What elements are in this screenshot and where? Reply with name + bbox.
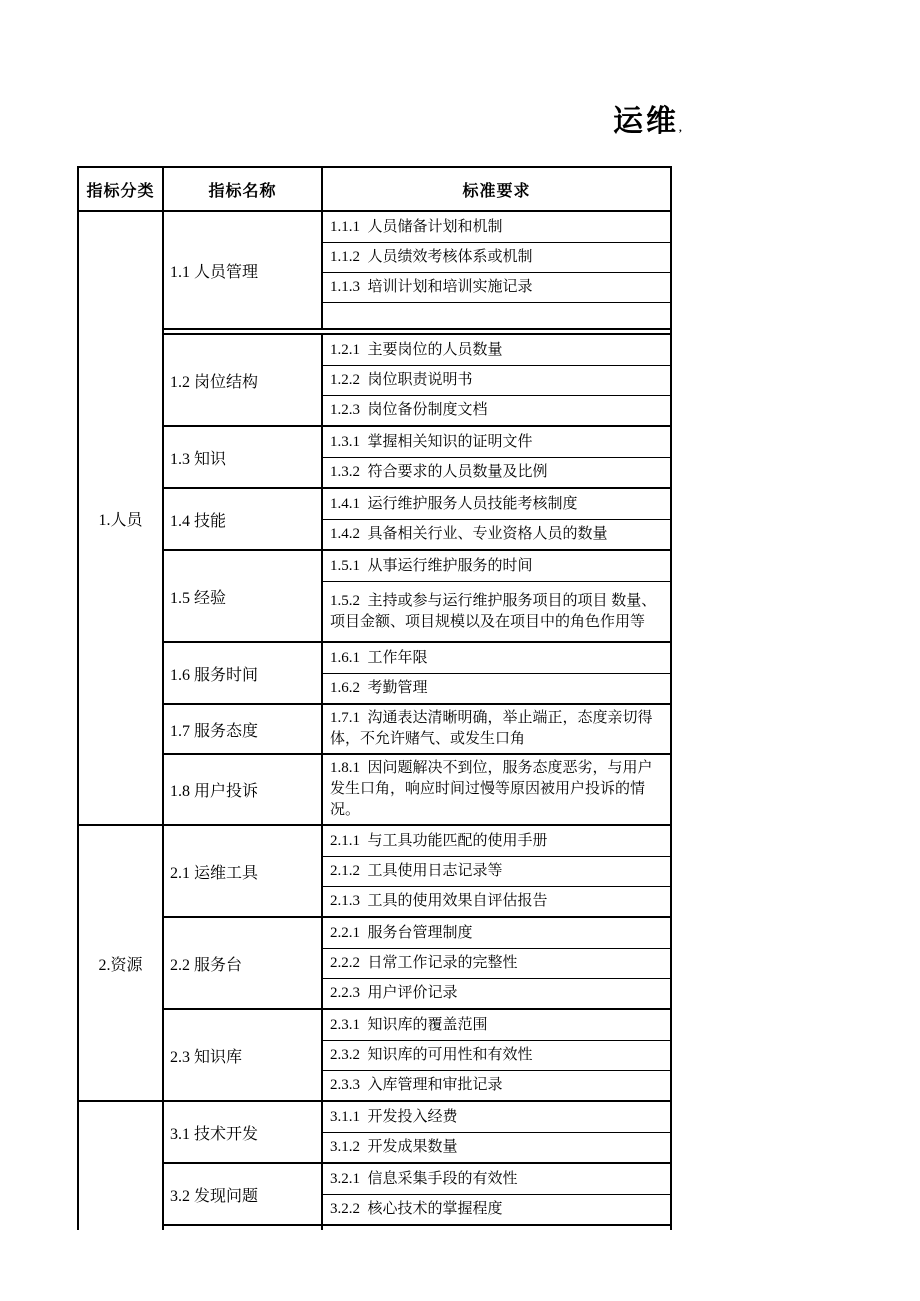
indicator-group-row bbox=[164, 641, 670, 703]
requirement-list bbox=[323, 427, 670, 487]
table-body bbox=[79, 212, 670, 1230]
requirement-list bbox=[323, 1226, 670, 1230]
indicator-group-row bbox=[164, 425, 670, 487]
requirement-cell: 3.1.2 开发成果数量 bbox=[323, 1132, 670, 1162]
category-cell: 2.资源 bbox=[79, 826, 164, 1100]
group-list bbox=[164, 212, 670, 824]
requirement-cell: 3.2.2 核心技术的掌握程度 bbox=[323, 1194, 670, 1224]
header-cell-category: 指标分类 bbox=[79, 168, 164, 210]
indicator-name-cell: 1.3 知识 bbox=[164, 427, 323, 487]
requirement-cell: 1.1.1 人员储备计划和机制 bbox=[330, 218, 503, 235]
requirement-cell: 1.4.1 运行维护服务人员技能考核制度 bbox=[330, 495, 578, 512]
indicator-group-row bbox=[164, 753, 670, 824]
requirement-cell: 1.6.2 考勤管理 bbox=[323, 673, 670, 703]
document-title bbox=[613, 105, 682, 145]
indicator-name-cell: 1.6 服务时间 bbox=[164, 643, 323, 703]
indicator-group-row bbox=[164, 916, 670, 1008]
requirement-list bbox=[323, 705, 670, 753]
requirement-cell: 1.8.1 因问题解决不到位，服务态度恶劣，与用户发生口角，响应时间过慢等原因被用户投诉的情况。 bbox=[330, 760, 653, 818]
indicator-name-cell: 3.1 技术开发 bbox=[164, 1102, 323, 1162]
category-cell bbox=[79, 1102, 164, 1230]
requirement-cell: 1.2.1 主要岗位的人员数量 bbox=[330, 341, 503, 358]
indicator-name-cell: 1.8 用户投诉 bbox=[164, 755, 323, 824]
indicator-name-cell: 2.1 运维工具 bbox=[164, 826, 323, 916]
indicator-name-cell: 1.4 技能 bbox=[164, 489, 323, 549]
requirement-cell: 2.2.3 用户评价记录 bbox=[323, 978, 670, 1008]
requirement-cell: 2.1.2 工具使用日志记录等 bbox=[323, 856, 670, 886]
requirement-list bbox=[323, 643, 670, 703]
cut-off-row bbox=[164, 1224, 670, 1230]
requirement-list bbox=[323, 551, 670, 641]
group-list bbox=[164, 826, 670, 1100]
indicator-group-row bbox=[164, 1102, 670, 1162]
indicator-name-cell: 2.3 知识库 bbox=[164, 1010, 323, 1100]
requirement-list bbox=[323, 1010, 670, 1100]
header-cell-indicator-name: 指标名称 bbox=[164, 168, 323, 210]
table-section bbox=[79, 824, 670, 1100]
requirement-cell: 2.2.1 服务台管理制度 bbox=[330, 924, 473, 941]
indicator-name-cell: 1.7 服务态度 bbox=[164, 705, 323, 753]
indicator-name-cell: 1.1 人员管理 bbox=[164, 212, 323, 328]
requirement-cell: 2.1.1 与工具功能匹配的使用手册 bbox=[330, 832, 548, 849]
indicator-name-cell: 2.2 服务台 bbox=[164, 918, 323, 1008]
requirement-cell: 2.3.3 入库管理和审批记录 bbox=[323, 1070, 670, 1100]
requirement-list bbox=[323, 335, 670, 425]
requirement-cell: 1.1.2 人员绩效考核体系或机制 bbox=[323, 242, 670, 272]
group-list bbox=[164, 1102, 670, 1230]
requirement-cell: 1.5.1 从事运行维护服务的时间 bbox=[330, 557, 533, 574]
indicator-name-cell: 3.2 发现问题 bbox=[164, 1164, 323, 1224]
requirement-cell: 1.2.2 岗位职责说明书 bbox=[323, 365, 670, 395]
indicator-name-cell: 1.2 岗位结构 bbox=[164, 335, 323, 425]
indicator-group-row bbox=[164, 1162, 670, 1224]
requirement-cell: 1.4.2 具备相关行业、专业资格人员的数量 bbox=[323, 519, 670, 549]
requirement-cell: 2.1.3 工具的使用效果自评估报告 bbox=[323, 886, 670, 916]
header-cell-standard-requirement: 标准要求 bbox=[462, 182, 531, 200]
requirement-list bbox=[323, 918, 670, 1008]
indicator-group-row bbox=[164, 549, 670, 641]
requirement-list bbox=[323, 826, 670, 916]
indicator-group-row bbox=[164, 333, 670, 425]
category-cell: 1.人员 bbox=[79, 212, 164, 824]
requirement-cell: 1.6.1 工作年限 bbox=[330, 649, 428, 666]
requirement-cell bbox=[323, 302, 670, 328]
requirement-cell: 3.2.1 信息采集手段的有效性 bbox=[330, 1170, 518, 1187]
requirement-cell: 1.3.2 符合要求的人员数量及比例 bbox=[323, 457, 670, 487]
table-section bbox=[79, 1100, 670, 1230]
requirement-cell: 1.5.2 主持或参与运行维护服务项目的项目 数量、项目金额、项目规模以及在项目中的角色作用等 bbox=[323, 581, 670, 641]
requirement-list bbox=[323, 212, 670, 328]
indicator-name-cell bbox=[164, 1226, 323, 1230]
requirement-cell: 1.7.1 沟通表达清晰明确，举止端正，态度亲切得体，不允许赌气、或发生口角 bbox=[330, 710, 653, 747]
indicator-name-cell: 1.5 经验 bbox=[164, 551, 323, 641]
requirement-cell: 1.3.1 掌握相关知识的证明文件 bbox=[330, 433, 533, 450]
indicator-group-row bbox=[164, 826, 670, 916]
indicator-group-row bbox=[164, 1008, 670, 1100]
requirement-list bbox=[323, 1102, 670, 1162]
table-header-row bbox=[79, 168, 670, 212]
document-title-text: 运维 bbox=[613, 105, 679, 138]
indicator-group-row bbox=[164, 212, 670, 328]
requirement-cell: 1.2.3 岗位备份制度文档 bbox=[323, 395, 670, 425]
indicator-group-row bbox=[164, 487, 670, 549]
requirement-list bbox=[323, 1164, 670, 1224]
table-section bbox=[79, 212, 670, 824]
requirement-cell: 2.2.2 日常工作记录的完整性 bbox=[323, 948, 670, 978]
requirement-cell: 3.1.1 开发投入经费 bbox=[330, 1108, 458, 1125]
requirement-cell: 2.3.2 知识库的可用性和有效性 bbox=[323, 1040, 670, 1070]
indicator-group-row bbox=[164, 703, 670, 753]
requirement-list bbox=[323, 489, 670, 549]
requirement-cell: 2.3.1 知识库的覆盖范围 bbox=[330, 1016, 488, 1033]
document-title-mark: , bbox=[679, 122, 682, 134]
requirement-cell: 1.1.3 培训计划和培训实施记录 bbox=[323, 272, 670, 302]
requirement-list bbox=[323, 755, 670, 824]
indicator-table bbox=[77, 166, 672, 1230]
